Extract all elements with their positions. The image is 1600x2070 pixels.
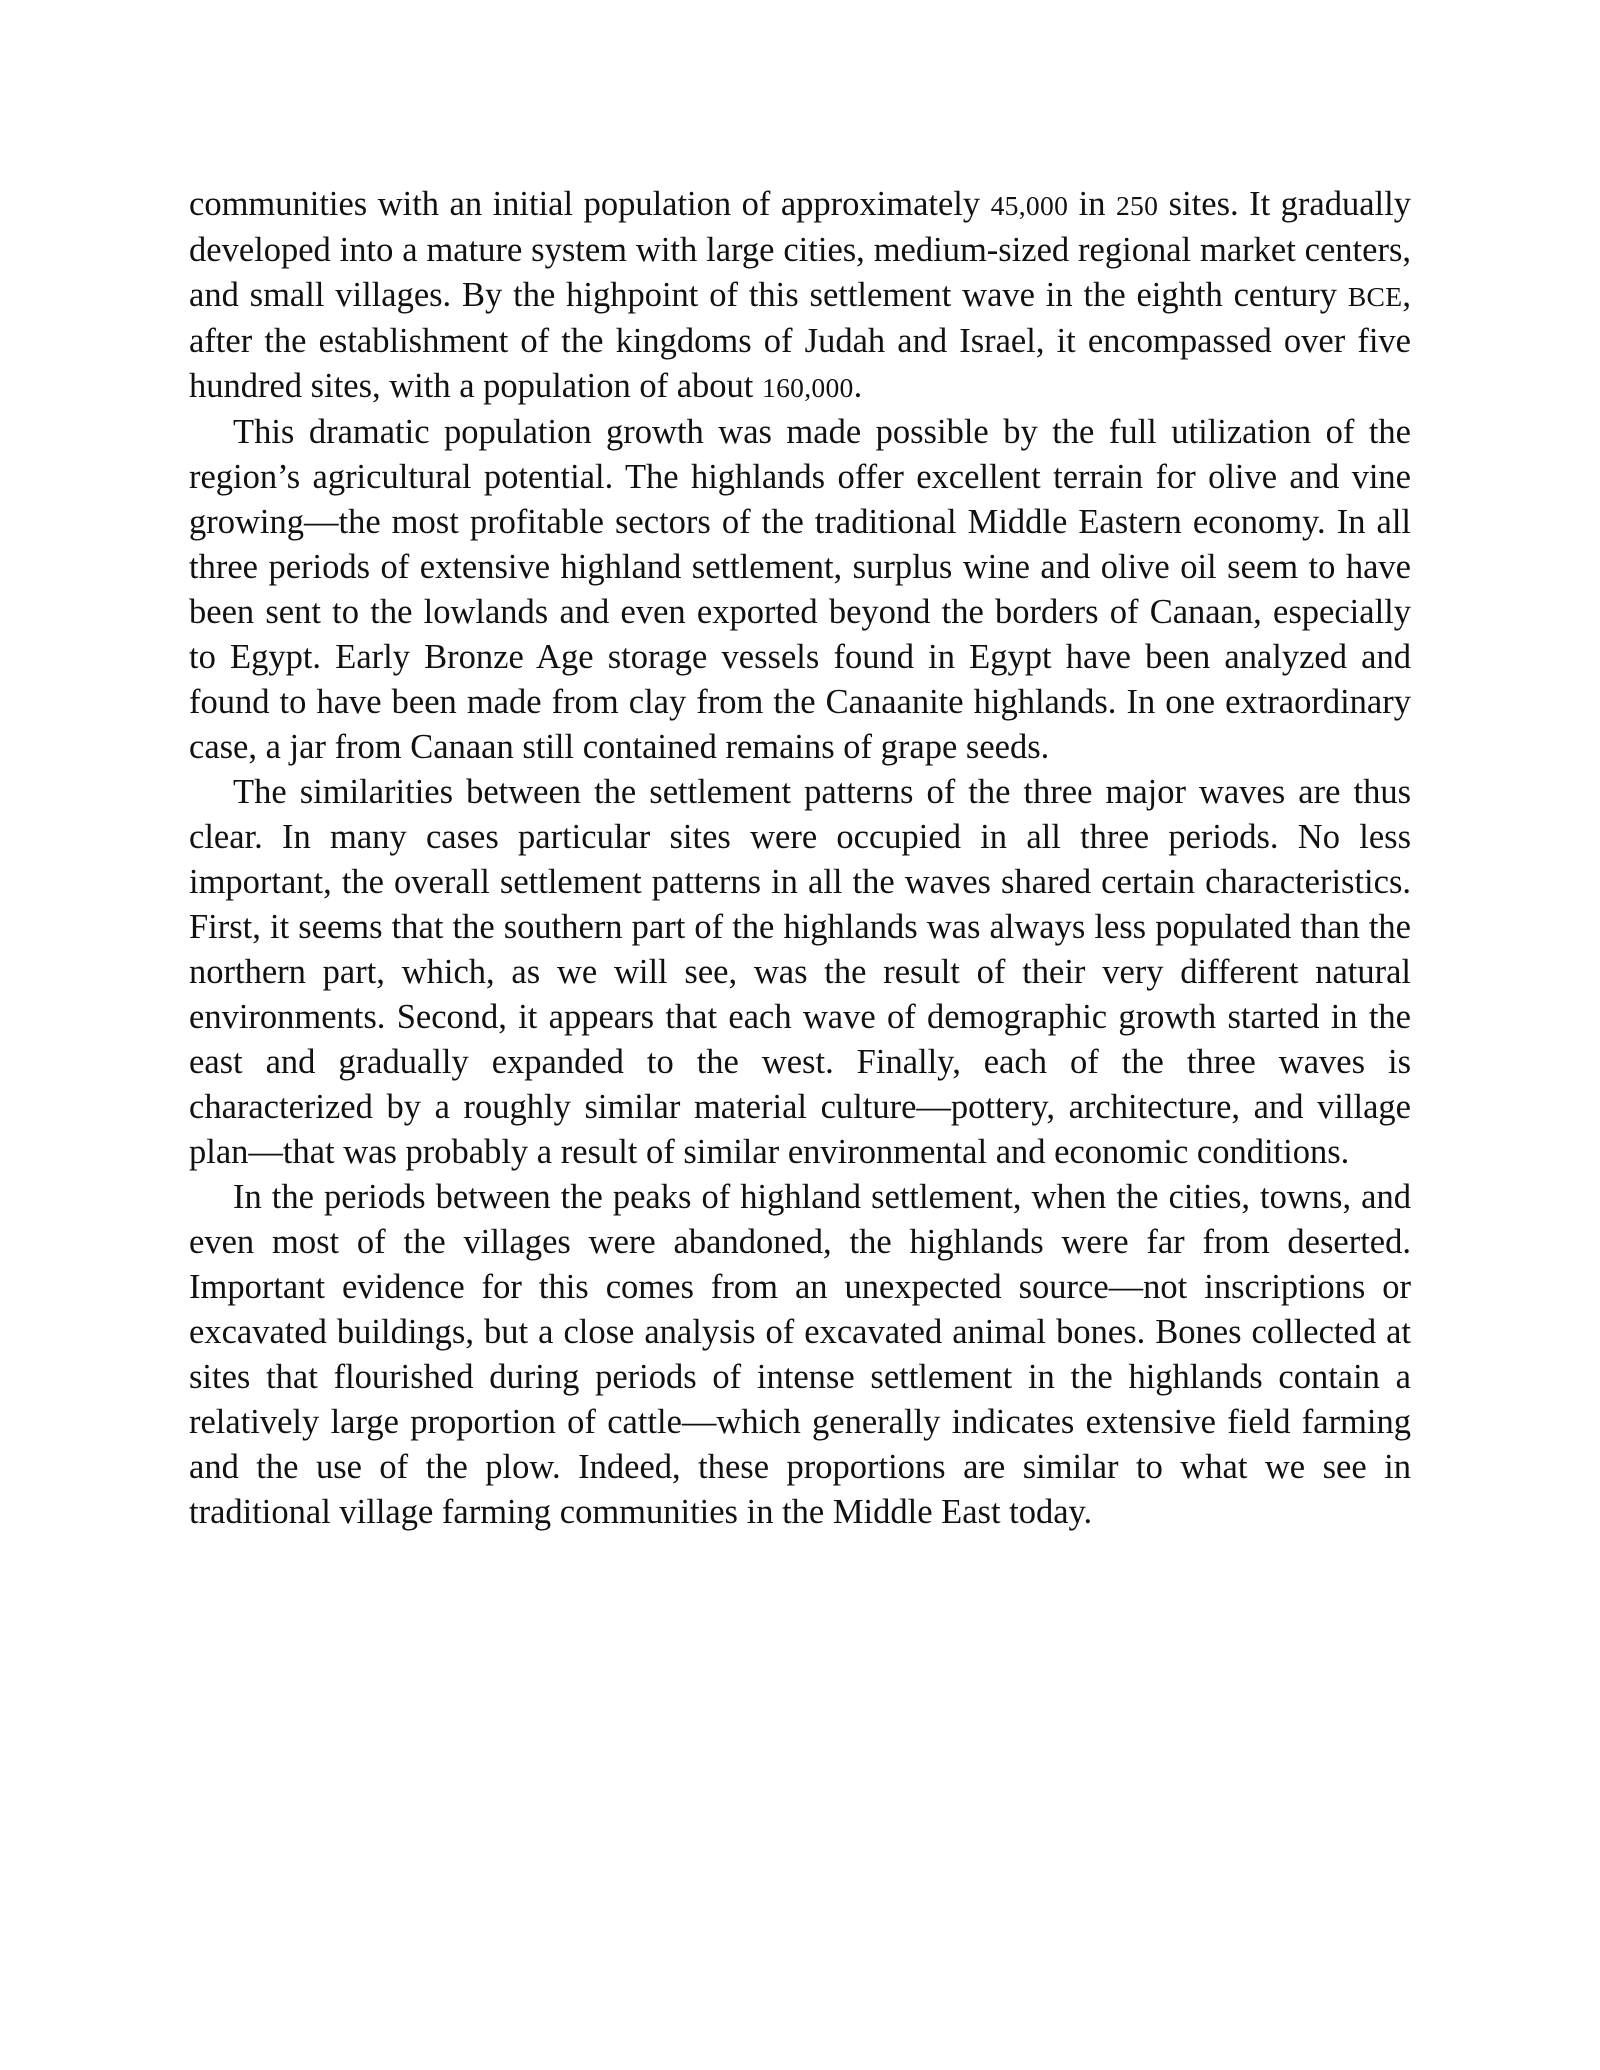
paragraph-text: in [1068, 185, 1116, 223]
small-caps-text: 160,000 [762, 372, 854, 403]
small-caps-text: BCE [1347, 281, 1403, 312]
paragraph-text: . [853, 367, 863, 405]
small-caps-text: 250 [1115, 190, 1159, 221]
paragraph-text: , after the establishment of the kingdoms of Judah and Israel, it encompassed over five hundred sites, with a population of about [189, 276, 1411, 405]
paragraph-text: In the periods between the peaks of highland settlement, when the cities, towns, and even most of the villages were abandoned, the highlands were far from deserted. Important evidence for this comes from an unexpected source—not inscriptions or excavated buildings, but a close analysis of excavated animal bones. Bones collected at sites that flourished during periods of intense settlement in the highlands contain a relatively large proportion of cattle—which generally indicates extensive field farming and the use of the plow. Indeed, these proportions are similar to what we see in traditional village farming communities in the Middle East today. [189, 1178, 1411, 1531]
paragraph-text: sites. It gradually developed into a mature system with large cities, medium-sized regional market centers, and small villages. By the highpoint of this settlement wave in the eighth century [189, 185, 1411, 314]
document-page [189, 182, 1411, 1535]
paragraph-3 [189, 770, 1411, 1175]
paragraph-text: The similarities between the settlement patterns of the three major waves are thus clear. In many cases particular sites were occupied in all three periods. No less important, the overall settlement patterns in all the waves shared certain characteristics. First, it seems that the southern part of the highlands was always less populated than the northern part, which, as we will see, was the result of their very different natural environments. Second, it appears that each wave of demographic growth started in the east and gradually expanded to the west. Finally, each of the three waves is characterized by a roughly similar material culture—pottery, architecture, and village plan—that was probably a result of similar environmental and economic conditions. [189, 773, 1411, 1171]
paragraph-1 [189, 182, 1411, 410]
paragraph-2 [189, 410, 1411, 770]
paragraph-text: This dramatic population growth was made possible by the full utilization of the region’s agricultural potential. The highlands offer excellent terrain for olive and vine growing—the most profitable sectors of the traditional Middle Eastern economy. In all three periods of extensive highland settlement, surplus wine and olive oil seem to have been sent to the lowlands and even exported beyond the borders of Canaan, especially to Egypt. Early Bronze Age storage vessels found in Egypt have been analyzed and found to have been made from clay from the Canaanite highlands. In one extraordinary case, a jar from Canaan still contained remains of grape seeds. [189, 413, 1411, 766]
small-caps-text: 45,000 [990, 190, 1069, 221]
paragraph-4 [189, 1175, 1411, 1535]
paragraph-text: communities with an initial population of approximately [189, 185, 991, 223]
